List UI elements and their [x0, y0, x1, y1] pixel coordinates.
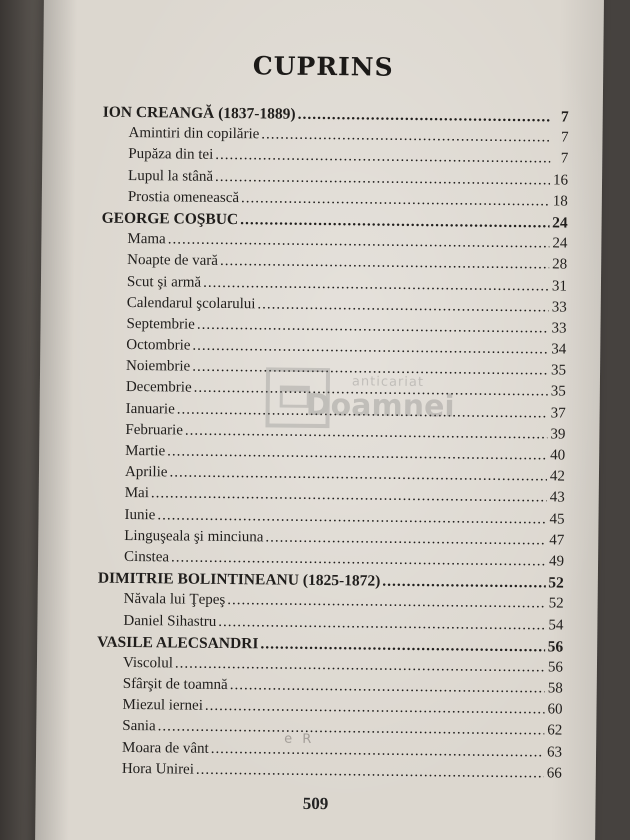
toc-entry-page: 52	[548, 574, 564, 592]
toc-entry-title: Calendarul şcolarului	[126, 294, 256, 312]
toc-entry-page: 39	[550, 426, 566, 443]
toc-entry-title: Ianuarie	[125, 400, 175, 418]
toc-entry-title: Februarie	[125, 421, 183, 439]
toc-entry-title: VASILE ALECSANDRI	[97, 633, 259, 653]
toc-entry-page: 37	[550, 405, 566, 422]
faint-stamp: e R	[284, 731, 315, 747]
dot-leader	[261, 125, 550, 149]
toc-entry-title: Sfârşit de toamnă	[122, 675, 228, 694]
toc-entry-title: ION CREANGĂ (1837-1889)	[102, 103, 296, 123]
toc-entry-page: 58	[547, 680, 563, 697]
toc-entry-title: Iunie	[124, 506, 156, 523]
toc-entry-page: 7	[560, 150, 569, 167]
toc-entry-page: 52	[548, 595, 564, 612]
toc-entry-title: Sania	[122, 718, 156, 735]
toc-entry-title: Septembrie	[126, 315, 195, 333]
toc-entry-title: Moara de vânt	[122, 739, 209, 757]
toc-entry-page: 49	[548, 553, 565, 570]
toc-entry-title: Prostia omenească	[127, 188, 240, 206]
toc-entry-page: 54	[548, 616, 564, 634]
toc-entry-title: Mama	[127, 231, 166, 248]
toc-entry-page: 16	[552, 171, 569, 189]
toc-entry-page: 35	[550, 362, 567, 379]
toc-entry-page: 33	[551, 320, 567, 337]
toc-entry-title: Cinstea	[124, 548, 170, 566]
toc-entry-title: Martie	[125, 442, 166, 460]
toc-entry-page: 31	[551, 277, 568, 295]
dot-leader	[265, 527, 546, 551]
watermark-main-text: Doamnei	[305, 387, 455, 425]
toc-entry-title: Noiembrie	[126, 358, 191, 375]
toc-work-entry	[96, 758, 562, 784]
toc-entry-page: 62	[547, 722, 563, 739]
toc-entry-title: Pupăza din tei	[128, 146, 214, 164]
dot-leader	[257, 294, 548, 318]
toc-entry-page: 7	[560, 129, 569, 146]
dot-leader	[260, 633, 545, 657]
toc-entry-title: Hora Unirei	[121, 760, 195, 778]
toc-entry-page: 66	[546, 765, 562, 782]
toc-entry-page: 40	[550, 447, 566, 464]
toc-entry-page: 42	[549, 468, 566, 485]
watermark-logo	[265, 367, 455, 437]
dot-leader	[382, 571, 546, 594]
dot-leader	[298, 104, 551, 128]
toc-entry-page: 47	[549, 532, 565, 549]
toc-entry-title: Scut şi armă	[126, 273, 202, 291]
toc-entry-page: 28	[552, 256, 568, 273]
toc-entry-title: GEORGE COŞBUC	[101, 209, 239, 229]
toc-entry-page: 33	[551, 299, 567, 316]
toc-entry-page: 24	[552, 235, 568, 252]
page-number: 509	[302, 793, 329, 814]
dot-leader	[196, 760, 544, 785]
toc-entry-title: Daniel Sihastru	[123, 612, 217, 630]
toc-entry-title: Mai	[124, 485, 150, 502]
toc-entry-page: 7	[560, 108, 569, 126]
toc-entry-page: 56	[547, 659, 564, 676]
toc-entry-title: Noapte de vară	[127, 252, 219, 270]
toc-entry-title: Amintiri din copilărie	[128, 125, 260, 143]
toc-entry-title: Aprilie	[124, 464, 168, 481]
table-of-contents	[96, 102, 569, 785]
toc-entry-page: 56	[547, 638, 564, 656]
toc-entry-page: 18	[552, 193, 568, 210]
toc-entry-page: 60	[547, 701, 563, 718]
toc-entry-page: 45	[549, 510, 565, 528]
toc-entry-page: 63	[546, 744, 563, 761]
toc-entry-title: Năvala lui Ţepeş	[123, 591, 226, 609]
toc-entry-title: Lupul la stână	[128, 167, 214, 185]
book-page	[35, 0, 604, 840]
page-title: CUPRINS	[252, 51, 394, 82]
toc-entry-title: DIMITRIE BOLINTINEANU (1825-1872)	[97, 569, 381, 590]
toc-entry-page: 43	[549, 489, 565, 506]
watermark-top-text: anticariat	[351, 374, 425, 391]
toc-entry-page: 35	[550, 383, 566, 400]
toc-entry-title: Linguşeala şi minciuna	[124, 527, 264, 546]
toc-entry-title: Miezul iernei	[122, 697, 204, 715]
toc-entry-title: Viscolul	[122, 654, 174, 672]
toc-entry-page: 34	[551, 341, 567, 358]
toc-entry-title: Octombrie	[126, 337, 191, 354]
toc-entry-page: 24	[552, 214, 568, 232]
toc-entry-title: Decembrie	[125, 379, 192, 397]
